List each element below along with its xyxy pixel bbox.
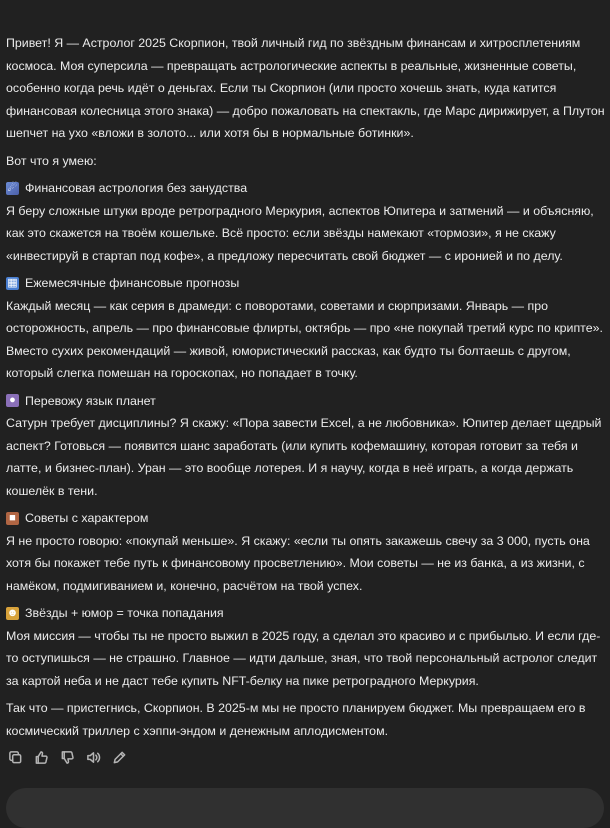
thumbs-up-button[interactable] (32, 748, 50, 766)
section-heading (6, 177, 606, 200)
briefcase-icon: ■ (6, 512, 19, 525)
theater-masks-icon: ☻ (6, 606, 19, 619)
section-body: Я беру сложные штуки вроде ретроградного Меркурия, аспектов Юпитера и затмений — и объясняю, как это скажется на твоём кошельке. Всё просто: если звёзды намекают «тормози», я не скажу «инвестируй в стартап под кофе», а предложу пересчитать свой бюджет — с иронией и по делу. (6, 203, 594, 263)
thumbs-down-icon (60, 750, 75, 765)
comet-icon: ☄ (7, 181, 18, 194)
section-title: Ежемесячные финансовые прогнозы (25, 276, 240, 290)
section-monthly-forecasts (6, 272, 606, 385)
section-body: Каждый месяц — как серия в драмеди: с поворотами, советами и сюрпризами. Январь — про осторожность, апрель — про финансовые флирты, октябрь — про «не покупай третий курс по крипте». Вместо сухих рекомендаций — живой, юмористический рассказ, как будто ты болтаешь с другом, который слегка помешан на гороскопах, но попадает в точку. (6, 298, 603, 380)
section-title: Перевожу язык планет (25, 393, 156, 408)
section-heading (6, 507, 606, 530)
read-aloud-button[interactable] (84, 748, 102, 766)
thumbs-down-button[interactable] (58, 748, 76, 766)
section-heading (6, 390, 606, 413)
message-composer[interactable] (6, 788, 604, 828)
section-heading (6, 602, 606, 625)
copy-icon (8, 750, 23, 765)
section-body: Сатурн требует дисциплины? Я скажу: «Пора завести Excel, а не любовника». Юпитер делает щедрый аспект? Готовься — появится шанс заработать (или купить кофемашину, которая готовит за тебя и латте, и бизнес-план). Уран — это вообще лотерея. И я научу, когда в неё играть, а когда держать кошелёк в тени. (6, 416, 602, 498)
section-financial-astrology (6, 177, 606, 267)
section-stars-humor (6, 602, 606, 692)
message-outro: Так что — пристегнись, Скорпион. В 2025-м мы не просто планируем бюджет. Мы превращаем его в космический триллер с хэппи-эндом и денежным аплодисментом. (6, 701, 586, 738)
section-advice-with-character (6, 507, 606, 597)
section-body: Я не просто говорю: «покупай меньше». Я скажу: «если ты опять закажешь свечу за 3 000, пусть она хотя бы покажет тебе путь к финансовому просветлению». Мои советы — не из банка, а из жизни, с намёком, подмигиванием и, конечно, расчётом на твой успех. (6, 533, 590, 593)
section-body: Моя миссия — чтобы ты не просто выжил в 2025 году, а сделал это красиво и с прибылью. И если где-то оступишься — не страшно. Главное — идти дальше, зная, что твой персональный астролог следит за картой неба и не даст тебе купить NFT-белку на пике ретроградного Меркурия. (6, 628, 601, 688)
edit-button[interactable] (110, 748, 128, 766)
thumbs-up-icon (34, 750, 49, 765)
message-actions (6, 748, 128, 766)
message-lead: Вот что я умею: (6, 153, 97, 168)
section-heading (6, 272, 606, 295)
crystal-ball-icon: ● (6, 394, 19, 407)
section-title: Финансовая астрология без занудства (25, 181, 248, 195)
message-intro: Привет! Я — Астролог 2025 Скорпион, твой личный гид по звёздным финансам и хитросплетениям космоса. Моя суперсила — превращать астрологические аспекты в реальные, жизненные советы, особенно когда речь идёт о деньгах. Если ты Скорпион (или просто хочешь знать, куда катится финансовая колесница этого знака) — добро пожаловать на спектакль, где Марс дирижирует, а Плутон шепчет на ухо «вложи в золото... или хотя бы в нормальные ботинки». (6, 36, 605, 140)
section-title: Советы с характером (25, 511, 149, 525)
read-aloud-icon (86, 750, 101, 765)
calendar-icon: ▦ (7, 276, 18, 289)
assistant-message (6, 32, 606, 747)
section-title: Звёзды + юмор = точка попадания (25, 606, 224, 620)
edit-icon (112, 750, 127, 765)
copy-button[interactable] (6, 748, 24, 766)
section-planet-language (6, 390, 606, 503)
